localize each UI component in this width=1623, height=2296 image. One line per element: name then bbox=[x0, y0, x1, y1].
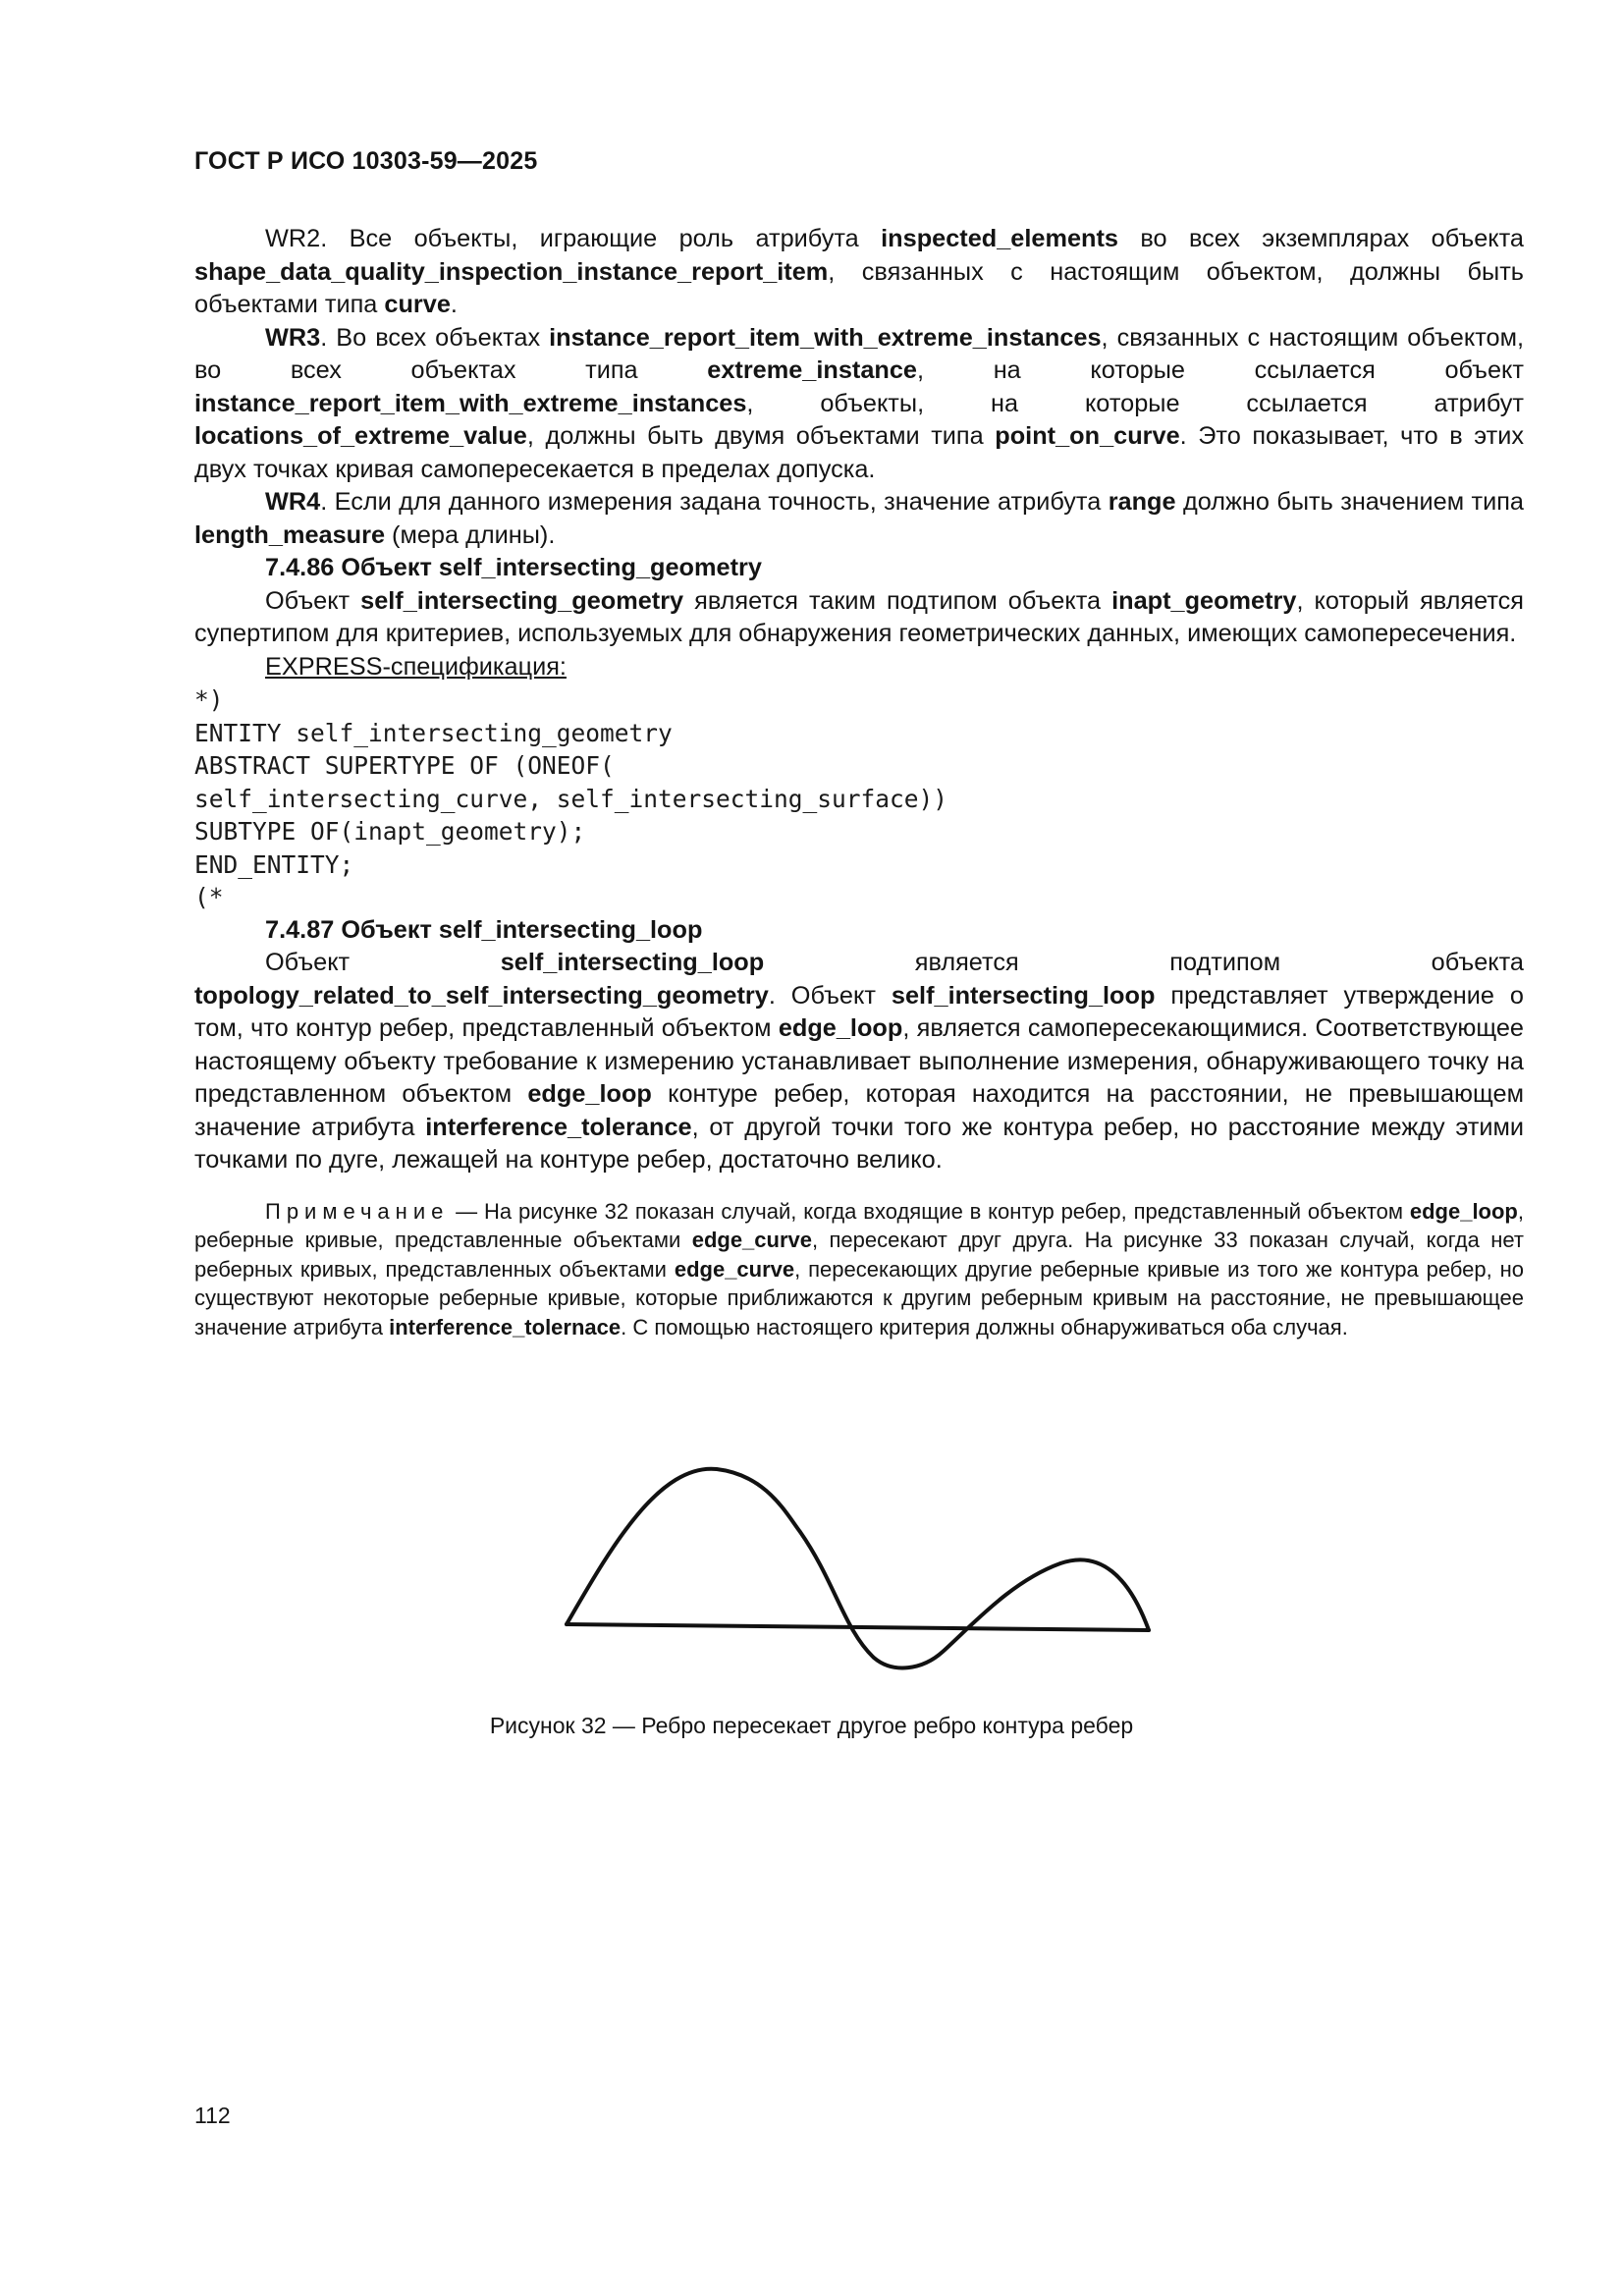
page-content bbox=[194, 223, 1524, 1363]
wr4-paragraph bbox=[194, 486, 1524, 552]
code-line: END_ENTITY; bbox=[194, 849, 354, 879]
section-7-4-86-heading: 7.4.86 Объект self_intersecting_geometry bbox=[265, 554, 762, 581]
page-number: 112 bbox=[194, 2103, 231, 2128]
code-line: ABSTRACT SUPERTYPE OF (ONEOF( bbox=[194, 751, 615, 780]
text: . bbox=[450, 291, 458, 318]
code-line: (* bbox=[194, 883, 224, 911]
term: edge_loop bbox=[1409, 1198, 1518, 1224]
wr3-paragraph bbox=[194, 322, 1524, 487]
text: , должны быть двумя объектами типа bbox=[526, 422, 996, 450]
note-paragraph bbox=[194, 1197, 1524, 1342]
term: self_intersecting_geometry bbox=[360, 586, 684, 615]
text: . Если для данного измерения задана точность, значение атрибута bbox=[320, 488, 1109, 516]
rule-label: WR4 bbox=[265, 488, 321, 516]
text: представляет утверждение о том, что контур ребер, представленный объектом bbox=[194, 981, 1524, 1042]
text: должно быть значением типа bbox=[1175, 488, 1524, 516]
text: Объект bbox=[265, 949, 501, 976]
text: , реберные кривые, представленные объектами bbox=[194, 1198, 1524, 1252]
term: shape_data_quality_inspection_instance_report_item bbox=[194, 257, 829, 286]
term: extreme_instance bbox=[707, 356, 918, 384]
term: instance_report_item_with_extreme_instances bbox=[194, 389, 747, 417]
text: , на которые ссылается объект bbox=[917, 356, 1524, 384]
term: length_measure bbox=[194, 520, 386, 549]
text: WR2. Все объекты, играющие роль атрибута bbox=[265, 225, 882, 252]
document-header: ГОСТ Р ИСО 10303-59—2025 bbox=[194, 147, 538, 175]
term: locations_of_extreme_value bbox=[194, 422, 527, 450]
term: inapt_geometry bbox=[1111, 586, 1297, 615]
text: Объект bbox=[265, 586, 361, 615]
text: , пересекают друг друга. На рисунке 33 показан случай, когда нет реберных кривых, представленных объектами bbox=[194, 1228, 1524, 1282]
text: контуре ребер, которая находится на расстоянии, не превышающем значение атрибута bbox=[194, 1080, 1524, 1141]
term: edge_curve bbox=[674, 1256, 795, 1282]
term: inspected_elements bbox=[881, 225, 1118, 252]
text: , является самопересекающимися. Соответствующее настоящему объекту требование к измерению устанавливает выполнение измерения, обнаруживающего точку на представленном объектом bbox=[194, 1014, 1524, 1108]
express-spec-label: EXPRESS-спецификация: bbox=[265, 652, 567, 681]
rule-label: WR3 bbox=[265, 323, 321, 352]
term: point_on_curve bbox=[995, 422, 1180, 450]
text: , пересекающих другие реберные кривые из того же контура ребер, но существуют некоторые реберные кривые, которые приближаются к другим реберным кривым на расстояние, не превышающее значение атрибута bbox=[194, 1256, 1524, 1339]
figure-caption: Рисунок 32 — Ребро пересекает другое ребро контура ребер bbox=[489, 1713, 1134, 1738]
term: edge_curve bbox=[691, 1228, 812, 1252]
text: , связанных с настоящим объектом, во всех объектах типа bbox=[194, 323, 1524, 384]
wr2-paragraph bbox=[194, 223, 1524, 322]
code-line: self_intersecting_curve, self_intersecting_surface)) bbox=[194, 784, 948, 813]
code-line: ENTITY self_intersecting_geometry bbox=[194, 718, 673, 747]
term: instance_report_item_with_extreme_instances bbox=[549, 323, 1102, 352]
text: (мера длины). bbox=[385, 520, 556, 549]
note-label: Примечание bbox=[265, 1198, 450, 1224]
term: curve bbox=[384, 291, 451, 318]
code-line: SUBTYPE OF(inapt_geometry); bbox=[194, 817, 586, 846]
text: является таким подтипом объекта bbox=[683, 586, 1112, 615]
term: edge_loop bbox=[527, 1080, 652, 1108]
text: — На рисунке 32 показан случай, когда входящие в контур ребер, представленный объектом bbox=[449, 1198, 1410, 1224]
figure-32-edge-loop-diagram bbox=[550, 1444, 1159, 1679]
section-7-4-86-paragraph bbox=[194, 585, 1524, 651]
text: , объекты, на которые ссылается атрибут bbox=[746, 389, 1524, 417]
term: interference_tolernace bbox=[389, 1314, 622, 1339]
text: . Объект bbox=[768, 981, 892, 1010]
term: range bbox=[1108, 488, 1176, 516]
code-line: *) bbox=[194, 685, 224, 714]
section-7-4-87-heading: 7.4.87 Объект self_intersecting_loop bbox=[265, 915, 703, 944]
straight-edge-curve bbox=[567, 1624, 1149, 1630]
text: . Во всех объектах bbox=[320, 323, 550, 352]
text: , который является супертипом для критериев, используемых для обнаружения геометрических данных, имеющих самопересечения. bbox=[194, 586, 1524, 647]
text: является подтипом объекта bbox=[764, 949, 1524, 976]
text: , связанных с настоящим объектом, должны быть объектами типа bbox=[194, 257, 1524, 318]
text: . Это показывает, что в этих двух точках кривая самопересекается в пределах допуска. bbox=[194, 422, 1524, 483]
term: self_intersecting_loop bbox=[500, 949, 765, 976]
term: self_intersecting_loop bbox=[891, 981, 1156, 1010]
term: interference_tolerance bbox=[425, 1113, 692, 1141]
text: во всех экземплярах объекта bbox=[1117, 225, 1524, 252]
express-code-block bbox=[194, 683, 1524, 914]
text: , от другой точки того же контура ребер, но расстояние между этими точками по дуге, лежащей на контуре ребер, достаточно велико. bbox=[194, 1113, 1524, 1174]
wavy-edge-curve bbox=[567, 1469, 1149, 1668]
section-7-4-87-paragraph bbox=[194, 947, 1524, 1177]
term: topology_related_to_self_intersecting_geometry bbox=[194, 981, 769, 1010]
term: edge_loop bbox=[778, 1014, 903, 1042]
text: . С помощью настоящего критерия должны обнаруживаться оба случая. bbox=[621, 1314, 1348, 1339]
